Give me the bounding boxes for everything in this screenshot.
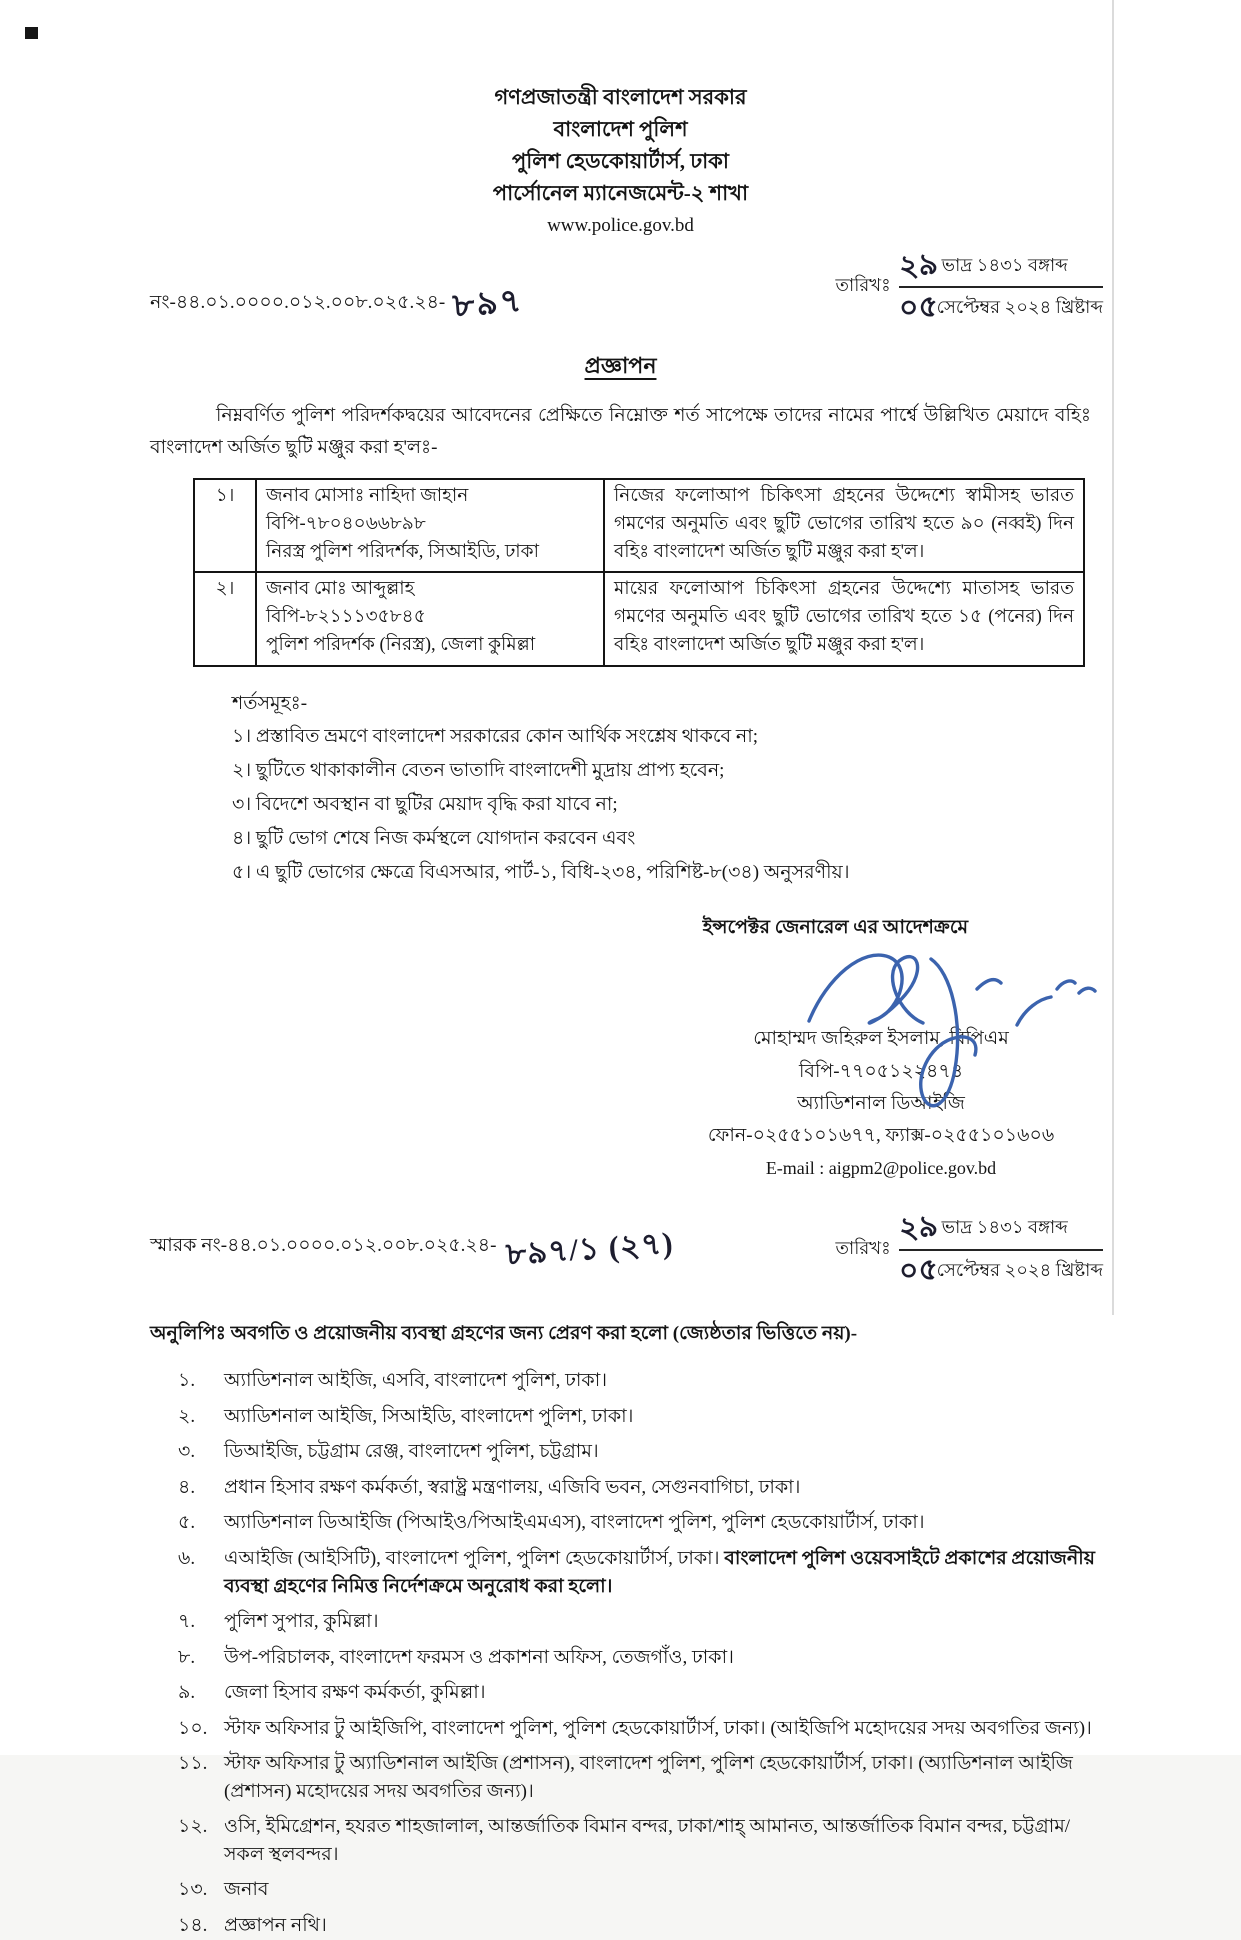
leave-approval-table	[193, 478, 1085, 667]
list-item-text: অ্যাডিশনাল ডিআইজি (পিআইও/পিআইএমএস), বাংলাদেশ পুলিশ, পুলিশ হেডকোয়ার্টার্স, ঢাকা।	[224, 1512, 925, 1534]
list-item-text: অ্যাডিশনাল আইজি, সিআইডি, বাংলাদেশ পুলিশ, ঢাকা।	[224, 1405, 634, 1427]
list-item	[178, 1750, 1101, 1805]
memo2-number-line	[150, 1225, 674, 1277]
list-item-number: ১০.	[178, 1717, 208, 1739]
scan-corner-mark	[25, 27, 38, 39]
signatory-bp-number: বিপি-৭৭০৫১২২৪৭৪	[798, 1060, 964, 1082]
officer-bp-number: বিপি-৮২১১১৩৫৮৪৫	[266, 607, 426, 628]
list-item	[178, 1403, 1101, 1431]
row-leave-details: নিজের ফলোআপ চিকিৎসা গ্রহনের উদ্দেশ্যে স্বামীসহ ভারত গমণের অনুমতি এবং ছুটি ভোগের তারিখ হতে ৯০ (নব্বই) দিন বহিঃ বাংলাদেশ অর্জিত ছুটি মঞ্জুর করা হ'ল।	[604, 479, 1084, 572]
row-officer-info	[256, 479, 604, 572]
bangla-date-rest: ভাদ্র ১৪৩১ বঙ্গাব্দ	[941, 1217, 1068, 1238]
gregorian-date-rest: সেপ্টেম্বর ২০২৪ খ্রিষ্টাব্দ	[936, 297, 1103, 317]
list-item	[178, 1608, 1101, 1636]
document-title: প্রজ্ঞাপন	[584, 352, 657, 378]
list-item	[178, 1912, 1101, 1940]
row-serial: ২।	[194, 572, 256, 665]
conditions-heading: শর্তসমূহঃ-	[232, 692, 308, 714]
officer-name: জনাব মোসাঃ নাহিদা জাহান	[266, 486, 469, 507]
list-item-text: অ্যাডিশনাল আইজি, এসবি, বাংলাদেশ পুলিশ, ঢাকা।	[224, 1370, 608, 1392]
list-item-text: ওসি, ইমিগ্রেশন, হযরত শাহজালাল, আন্তর্জাতিক বিমান বন্দর, ঢাকা/শাহ্ আমানত, আন্তর্জাতিক বিমান বন্দর, চট্টগ্রাম/ সকল স্থলবন্দর।	[224, 1816, 1071, 1865]
gregorian-date-day-handwritten: ০৫	[897, 290, 939, 325]
list-item-text: প্রধান হিসাব রক্ষণ কর্মকর্তা, স্বরাষ্ট্র মন্ত্রণালয়, এজিবি ভবন, সেগুনবাগিচা, ঢাকা।	[224, 1476, 801, 1498]
condition-item: ৪। ছুটি ভোগ শেষে নিজ কর্মস্থলে যোগদান করবেন এবং	[232, 827, 636, 849]
bangla-date-line	[899, 1209, 1103, 1251]
list-item-number: ১৪.	[178, 1915, 208, 1936]
signatory-name: মোহাম্মদ জহিরুল ইসলাম, বিপিএম	[753, 1028, 1009, 1050]
officer-designation: নিরস্ত্র পুলিশ পরিদর্শক, সিআইডি, ঢাকা	[266, 541, 539, 562]
distribution-list	[178, 1367, 1101, 1939]
list-item-text: স্টাফ অফিসার টু অ্যাডিশনাল আইজি (প্রশাসন), বাংলাদেশ পুলিশ, পুলিশ হেডকোয়ার্টার্স, ঢাকা। (অ্যাডিশনাল আইজি (প্রশাসন) মহোদয়ের সদয় অবগতির জন্য)।	[224, 1753, 1073, 1802]
list-item	[178, 1679, 1101, 1707]
officer-name: জনাব মোঃ আব্দুল্লাহ	[266, 579, 415, 600]
date-label: তারিখঃ	[835, 275, 891, 295]
signatory-phone-fax: ফোন-০২৫৫১০১৬৭৭, ফ্যাক্স-০২৫৫১০১৬০৬	[707, 1125, 1055, 1147]
signature-area	[0, 945, 1241, 1023]
date-values	[899, 1209, 1103, 1289]
bangla-date-line	[899, 247, 1103, 289]
list-item	[178, 1438, 1101, 1466]
intro-paragraph: নিম্নবর্ণিত পুলিশ পরিদর্শকদ্বয়ের আবেদনের প্রেক্ষিতে নিম্নোক্ত শর্ত সাপেক্ষে তাদের নামের পার্শ্বে উল্লিখিত মেয়াদে বহিঃ বাংলাদেশ অর্জিত ছুটি মঞ্জুর করা হ'লঃ-	[150, 404, 1091, 458]
list-item	[178, 1367, 1101, 1395]
officer-designation: পুলিশ পরিদর্শক (নিরস্ত্র), জেলা কুমিল্লা	[266, 634, 536, 655]
table-row	[194, 572, 1084, 665]
row-leave-details: মায়ের ফলোআপ চিকিৎসা গ্রহনের উদ্দেশ্যে মাতাসহ ভারত গমণের অনুমতি এবং ছুটি ভোগের তারিখ হতে ১৫ (পনের) দিন বহিঃ বাংলাদেশ অর্জিত ছুটি মঞ্জুর করা হ'ল।	[604, 572, 1084, 665]
date-label: তারিখঃ	[835, 1237, 891, 1258]
gregorian-date-line	[899, 288, 1103, 327]
memo-number-handwritten: ৮৯৭	[451, 282, 525, 325]
list-item-number: ১৩.	[178, 1879, 208, 1901]
conditions-section	[232, 687, 1091, 890]
list-item-number: ৯.	[178, 1682, 196, 1704]
list-item	[178, 1715, 1101, 1743]
list-item-number: ৫.	[178, 1512, 196, 1534]
reference-row	[150, 247, 1103, 333]
memo2-handwritten: ৮৯৭/১ (২৭)	[505, 1225, 676, 1273]
gregorian-date-rest: সেপ্টেম্বর ২০২৪ খ্রিষ্টাব্দ	[936, 1259, 1103, 1280]
list-item	[178, 1644, 1101, 1672]
list-item-text: জনাব	[224, 1879, 269, 1901]
list-item-number: ১১.	[178, 1753, 208, 1775]
list-item-number: ৩.	[178, 1441, 196, 1463]
letterhead	[0, 0, 1241, 241]
list-item-number: ১.	[178, 1370, 196, 1392]
website-url: www.police.gov.bd	[547, 214, 694, 236]
list-item-text	[224, 1545, 1101, 1600]
date-block-bottom	[835, 1209, 1103, 1289]
signatory-block	[641, 1023, 1121, 1183]
list-item	[178, 1545, 1101, 1600]
date-values	[899, 247, 1103, 327]
row-officer-info	[256, 572, 604, 665]
scan-artifact-line	[1112, 0, 1114, 1315]
condition-item: ২। ছুটিতে থাকাকালীন বেতন ভাতাদি বাংলাদেশী মুদ্রায় প্রাপ্য হবেন;	[232, 760, 725, 782]
condition-item: ৫। এ ছুটি ভোগের ক্ষেত্রে বিএসআর, পার্ট-১, বিধি-২৩৪, পরিশিষ্ট-৮(৩৪) অনুসরণীয়।	[232, 861, 850, 883]
list-item-text: স্টাফ অফিসার টু আইজিপি, বাংলাদেশ পুলিশ, পুলিশ হেডকোয়ার্টার্স, ঢাকা। (আইজিপি মহোদয়ের সদয় অবগতির জন্য)।	[224, 1717, 1092, 1739]
list-item-text: জেলা হিসাব রক্ষণ কর্মকর্তা, কুমিল্লা।	[224, 1682, 486, 1704]
memo2-row	[150, 1209, 1103, 1289]
list-item-text: পুলিশ সুপার, কুমিল্লা।	[224, 1611, 379, 1633]
table-row	[194, 479, 1084, 572]
row-serial: ১।	[194, 479, 256, 572]
list-item	[178, 1876, 1101, 1904]
bangla-date-day-handwritten: ২৯	[897, 1209, 940, 1246]
list-item-number: ৮.	[178, 1646, 196, 1668]
list-item-number: ৪.	[178, 1476, 196, 1498]
list-item-number: ২.	[178, 1405, 196, 1427]
list-item-number: ৬.	[178, 1547, 196, 1569]
gregorian-date-line	[899, 1251, 1103, 1290]
bangla-date-rest: ভাদ্র ১৪৩১ বঙ্গাব্দ	[941, 254, 1068, 275]
memo2-prefix: স্মারক নং-৪৪.০১.০০০০.০১২.০০৮.০২৫.২৪-	[150, 1235, 497, 1257]
condition-item: ৩। বিদেশে অবস্থান বা ছুটির মেয়াদ বৃদ্ধি করা যাবে না;	[232, 794, 618, 816]
list-item-number: ৭.	[178, 1611, 196, 1633]
memo-number-prefix: নং-৪৪.০১.০০০০.০১২.০০৮.০২৫.২৪-	[150, 291, 446, 313]
date-block-top	[835, 247, 1103, 327]
government-title: গণপ্রজাতন্ত্রী বাংলাদেশ সরকার	[494, 85, 747, 109]
list-item-text: প্রজ্ঞাপন নথি।	[224, 1915, 327, 1936]
office-name: পুলিশ হেডকোয়ার্টার্স, ঢাকা	[512, 148, 729, 173]
by-order-line: ইন্সপেক্টর জেনারেল এর আদেশক্রমে	[702, 917, 968, 939]
condition-item: ১। প্রস্তাবিত ভ্রমণে বাংলাদেশ সরকারের কোন আর্থিক সংশ্লেষ থাকবে না;	[232, 726, 758, 748]
branch-name: পার্সোনেল ম্যানেজমেন্ট-২ শাখা	[492, 180, 749, 205]
bangla-date-day-handwritten: ২৯	[897, 246, 940, 284]
memo-number-line	[150, 277, 524, 333]
list-item-text-normal: এআইজি (আইসিটি), বাংলাদেশ পুলিশ, পুলিশ হেডকোয়ার্টার্স, ঢাকা।	[224, 1547, 725, 1569]
organization-name: বাংলাদেশ পুলিশ	[553, 116, 688, 141]
list-item	[178, 1509, 1101, 1537]
list-item-number: ১২.	[178, 1816, 208, 1838]
signatory-designation: অ্যাডিশনাল ডিআইজি	[797, 1093, 965, 1115]
officer-bp-number: বিপি-৭৮০৪০৬৬৮৯৮	[266, 513, 426, 534]
copy-to-line: অনুলিপিঃ অবগতি ও প্রয়োজনীয় ব্যবস্থা গ্রহণের জন্য প্রেরণ করা হলো (জ্যেষ্ঠতার ভিত্তিতে নয়)-	[150, 1323, 858, 1345]
signatory-email: E-mail : aigpm2@police.gov.bd	[765, 1157, 997, 1178]
gregorian-date-day-handwritten: ০৫	[897, 1252, 939, 1288]
list-item	[178, 1813, 1101, 1868]
list-item-text: ডিআইজি, চট্টগ্রাম রেঞ্জ, বাংলাদেশ পুলিশ, চট্টগ্রাম।	[224, 1441, 599, 1463]
list-item	[178, 1474, 1101, 1502]
list-item-text-bold: বাংলাদেশ পুলিশ ওয়েবসাইটে প্রকাশের প্রয়োজনীয় ব্যবস্থা গ্রহণের নিমিত্ত নির্দেশক্রমে অনুরোধ করা হলো।	[224, 1547, 1095, 1597]
list-item-text: উপ-পরিচালক, বাংলাদেশ ফরমস ও প্রকাশনা অফিস, তেজগাঁও, ঢাকা।	[224, 1646, 734, 1668]
